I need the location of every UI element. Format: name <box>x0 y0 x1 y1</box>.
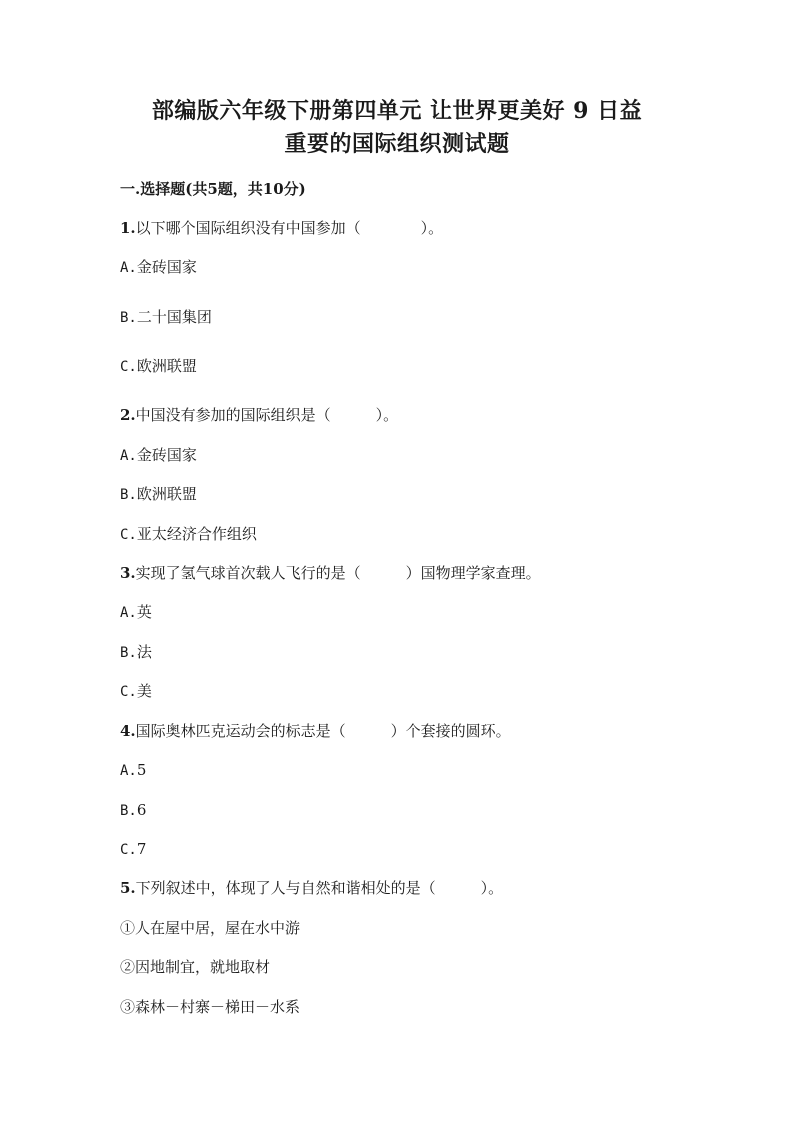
question-3-option-a <box>120 603 152 622</box>
document-title-line-2: 重要的国际组织测试题 <box>284 131 510 157</box>
question-text: 实现了氢气球首次载人飞行的是（ ）国物理学家查理。 <box>135 564 541 582</box>
question-3-stem <box>120 564 541 582</box>
question-number: 2. <box>120 406 136 424</box>
question-3-option-b <box>120 643 152 662</box>
option-text: 欧洲联盟 <box>136 357 197 375</box>
option-letter: A. <box>120 260 137 276</box>
option-letter: C. <box>120 527 137 543</box>
option-letter: C. <box>120 842 137 858</box>
question-3-option-c <box>120 682 152 701</box>
question-2-stem <box>120 406 398 424</box>
question-text: 下列叙述中，体现了人与自然和谐相处的是（ ）。 <box>135 879 504 897</box>
question-text: 以下哪个国际组织没有中国参加（ ）。 <box>135 219 444 237</box>
option-text: 英 <box>136 603 152 621</box>
option-text: 6 <box>136 801 147 819</box>
question-5-item-1: ①人在屋中居，屋在水中游 <box>120 919 301 937</box>
document-title-line-1: 部编版六年级下册第四单元 让世界更美好 9 日益 <box>151 98 643 124</box>
question-1-option-a <box>120 258 197 277</box>
option-text: 二十国集团 <box>136 308 212 326</box>
option-letter: B. <box>120 310 137 326</box>
section-heading: 一.选择题(共5题，共10分) <box>120 180 306 198</box>
option-letter: A. <box>120 448 137 464</box>
option-text: 亚太经济合作组织 <box>136 525 257 543</box>
option-text: 欧洲联盟 <box>136 485 197 503</box>
option-text: 7 <box>136 840 147 858</box>
question-text: 国际奥林匹克运动会的标志是（ ）个套接的圆环。 <box>135 722 511 740</box>
question-2-option-c <box>120 525 257 544</box>
question-number: 5. <box>120 879 136 897</box>
option-letter: A. <box>120 605 137 621</box>
question-5-item-3: ③森林－村寨－梯田－水系 <box>120 998 301 1016</box>
question-1-stem <box>120 219 443 237</box>
option-letter: C. <box>120 684 137 700</box>
question-text: 中国没有参加的国际组织是（ ）。 <box>135 406 399 424</box>
question-5-item-2: ②因地制宜，就地取材 <box>120 958 271 976</box>
option-letter: A. <box>120 763 137 779</box>
question-number: 4. <box>120 722 136 740</box>
question-number: 1. <box>120 219 136 237</box>
option-letter: B. <box>120 487 137 503</box>
question-2-option-b <box>120 485 197 504</box>
option-text: 金砖国家 <box>136 258 197 276</box>
question-2-option-a <box>120 446 197 465</box>
option-letter: B. <box>120 645 137 661</box>
question-number: 3. <box>120 564 136 582</box>
question-4-option-a <box>120 761 146 780</box>
option-text: 5 <box>136 761 147 779</box>
option-letter: B. <box>120 803 137 819</box>
question-4-option-b <box>120 801 146 820</box>
option-letter: C. <box>120 359 137 375</box>
option-text: 法 <box>136 643 152 661</box>
question-1-option-b <box>120 308 212 327</box>
option-text: 金砖国家 <box>136 446 197 464</box>
question-4-option-c <box>120 840 146 859</box>
question-4-stem <box>120 722 511 740</box>
question-5-stem <box>120 879 503 897</box>
option-text: 美 <box>136 682 152 700</box>
question-1-option-c <box>120 357 197 376</box>
